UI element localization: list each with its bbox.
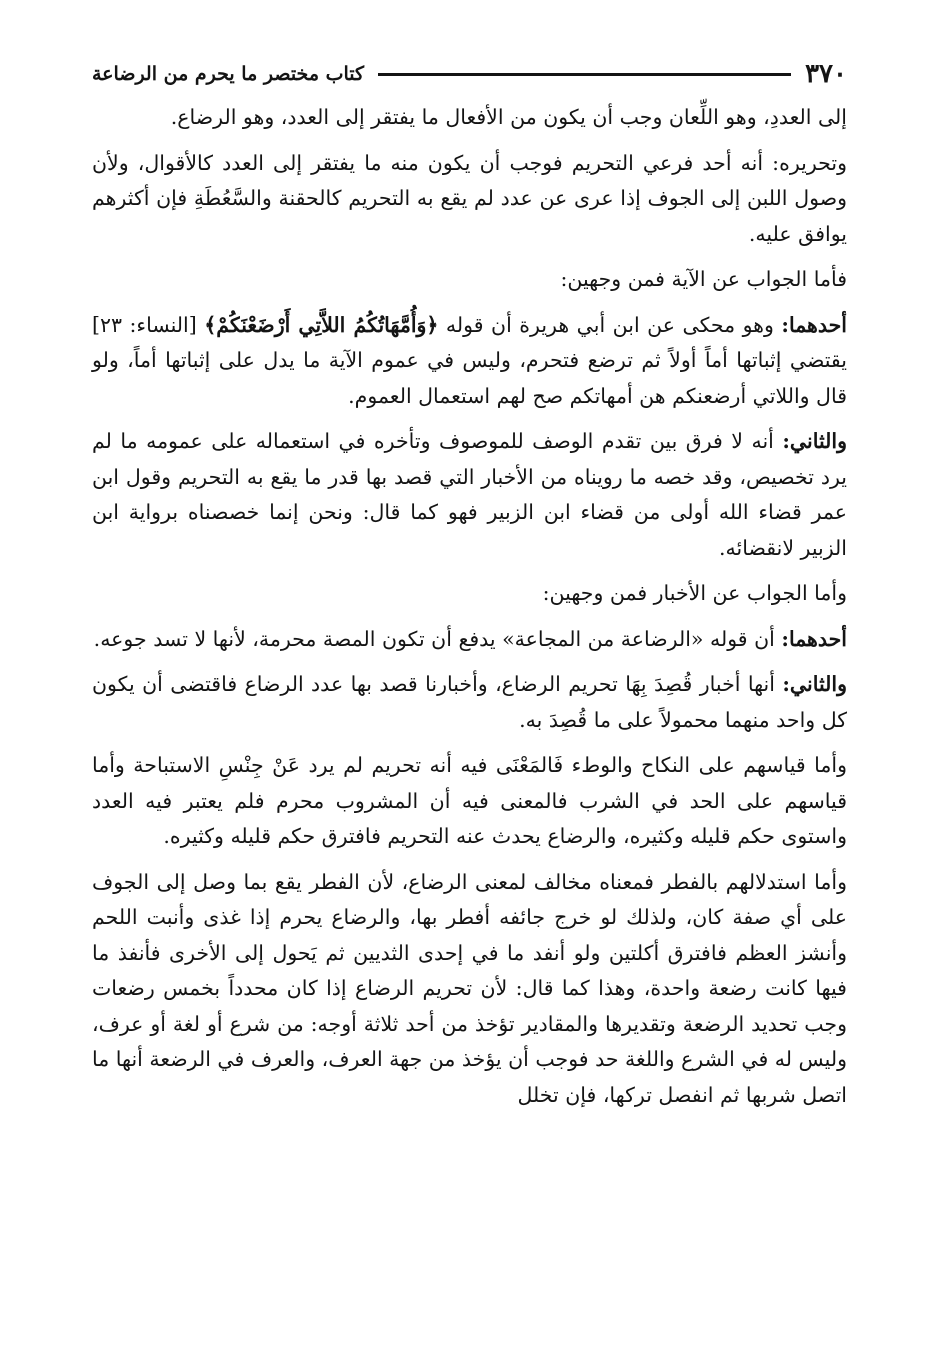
paragraph-text: وتحريره: أنه أحد فرعي التحريم فوجب أن يكون منه ما يفتقر إلى العدد كالأقوال، ولأن وصول اللبن إلى الجوف إذا عرى عن عدد لم يقع به التحريم كالحقنة والسَّعُطَةِ فإن أكثرهم يوافق عليه. [92, 150, 847, 246]
paragraph-6 [92, 576, 847, 612]
paragraph-8 [92, 667, 847, 738]
paragraph-text: أن قوله «الرضاعة من المجاعة» يدفع أن تكون المصة محرمة، لأنها لا تسد جوعه. [93, 626, 782, 651]
paragraph-text: إلى العددِ، وهو اللِّعان وجب أن يكون من الأفعال ما يفتقر إلى العدد، وهو الرضاع. [170, 105, 847, 129]
paragraph-text: [النساء: ٢٣] يقتضي إثباتها أماً أولاً ثم ترضع فتحرم، وليس في عموم الآية ما يدل على إثباتها أماً، ولو قال واللاتي أرضعنكم هن أمهاتكم صح لهم استعمال العموم. [92, 312, 847, 408]
paragraph-text: أنه لا فرق بين تقدم الوصف للموصوف وتأخره في استعماله على عمومه ما لم يرد تخصيص، وقد خصه ما رويناه من الأخبار التي قصد بها قدر ما يقع به التحريم وقول ابن عمر قضاء الله أولى من قضاء ابن الزبير فهو كما قال: ونحن إنما خصصناه برواية ابن الزبير لانقضائه. [92, 429, 847, 560]
paragraph-lead: أحدهما: [781, 312, 847, 337]
paragraph-lead: أحدهما: [781, 626, 847, 651]
paragraph-10 [92, 865, 847, 1114]
header-rule [378, 73, 791, 76]
paragraph-text: وأما الجواب عن الأخبار فمن وجهين: [542, 581, 847, 605]
paragraph-5 [92, 424, 847, 566]
paragraph-3 [92, 262, 847, 298]
paragraph-1 [92, 100, 847, 136]
paragraph-4 [92, 308, 847, 415]
running-title: كتاب مختصر ما يحرم من الرضاعة [92, 63, 365, 85]
paragraph-text: وأما قياسهم على النكاح والوطء فَالمَعْنَى فيه أنه تحريم لم يرد عَنْ جِنْسِ الاستباحة وأما قياسهم على الحد في الشرب فالمعنى فيه أن المشروب محرم فلم يعتبر فيه العدد واستوى حكم قليله وكثيره، والرضاع يحدث عنه التحريم فافترق حكم قليله وكثيره. [92, 753, 847, 848]
paragraph-7 [92, 622, 847, 658]
quran-verse: ﴿وَأُمَّهَاتُكُمُ اللاَّتِي أَرْضَعْنَكُمْ﴾ [204, 312, 439, 337]
paragraph-text: وهو محكى عن ابن أبي هريرة أن قوله [438, 312, 782, 337]
paragraph-2 [92, 146, 847, 253]
page-number: ٣٧٠ [805, 59, 847, 89]
paragraph-lead: والثاني: [782, 429, 847, 453]
paragraph-text: وأما استدلالهم بالفطر فمعناه مخالف لمعنى الرضاع، لأن الفطر يقع بما وصل إلى الجوف على أي صفة كان، ولذلك لو خرج جائفه أفطر بها، والرضاع يحرم إذا غذى وأنبت اللحم وأنشز العظم فافترق أكلتين ولو أنفد ما في إحدى الثديين ثم يَحول إلى الأخرى فأنفذ ما فيها كانت رضعة واحدة، وهذا كما قال: لأن تحريم الرضاع إذا كان محدداً بخمس رضعات وجب تحديد الرضعة وتقديرها والمقادير تؤخذ من أحد ثلاثة أوجه: من شرع أو لغة أو عرف، وليس له في الشرع واللغة حد فوجب أن يؤخذ من جهة العرف، والعرف في الرضعة أنها ما اتصل شربها ثم انفصل تركها، فإن تخلل [92, 869, 847, 1107]
paragraph-lead: والثاني: [782, 672, 847, 696]
paragraph-9 [92, 748, 847, 855]
body-text [92, 100, 847, 1113]
paragraph-text: فأما الجواب عن الآية فمن وجهين: [560, 267, 847, 291]
page-header [92, 54, 847, 94]
paragraph-text: أنها أخبار قُصِدَ بِهَا تحريم الرضاع، وأخبارنا قصد بها عدد الرضاع فاقتضى أن يكون كل واحد منهما محمولاً على ما قُصِدَ به. [92, 672, 847, 732]
